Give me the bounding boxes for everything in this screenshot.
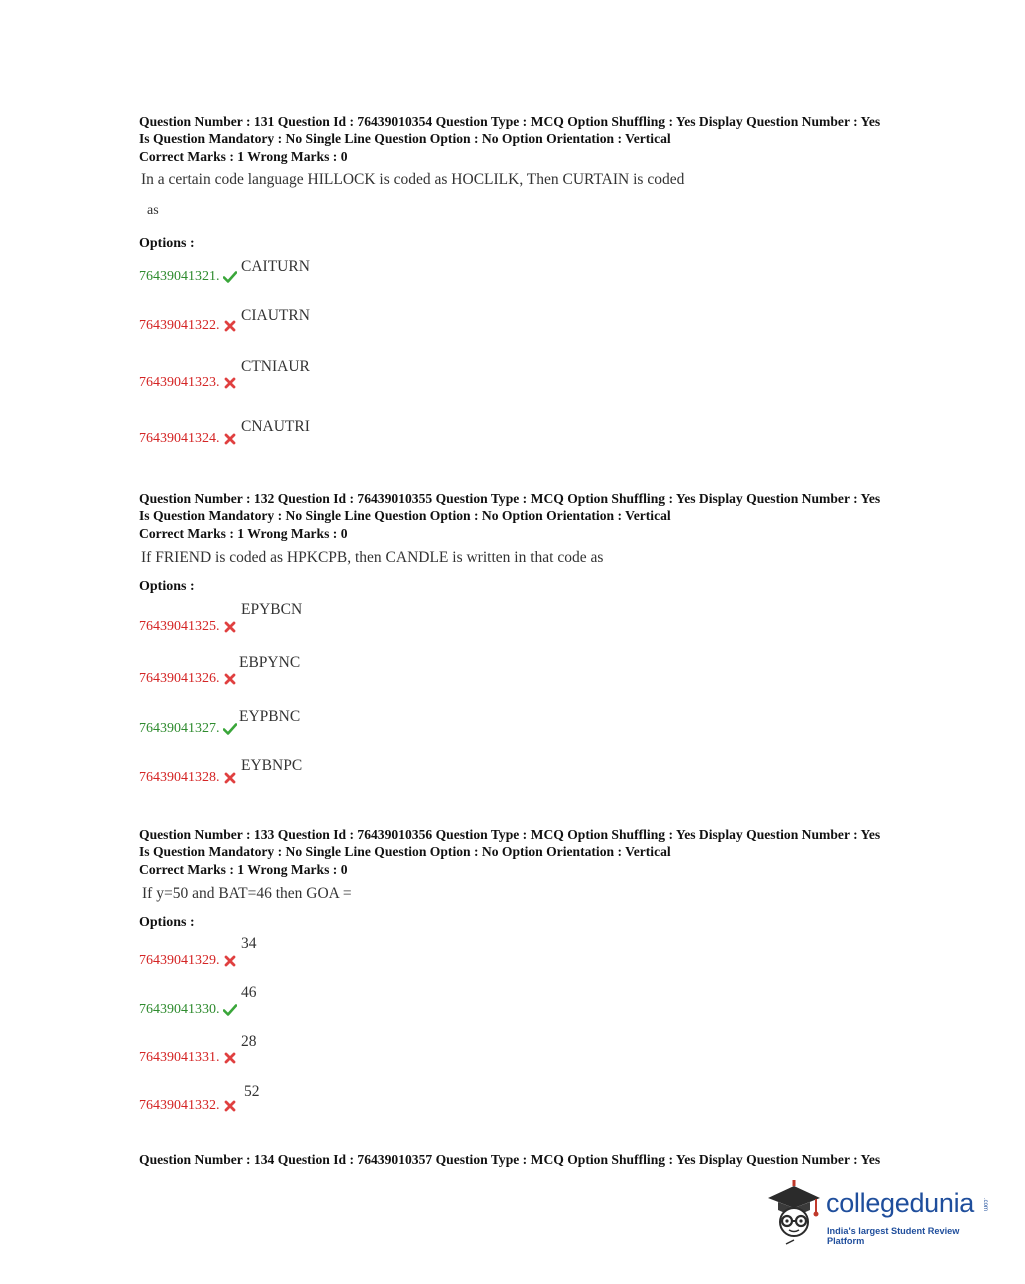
question-meta: [139, 827, 909, 879]
meta-line-1: Question Number : 131 Question Id : 76439010354 Question Type : MCQ Option Shuffling : Yes Display Question Number : Yes: [139, 114, 881, 129]
check-icon: [223, 722, 237, 736]
meta-line-1: Question Number : 134 Question Id : 76439010357 Question Type : MCQ Option Shuffling : Yes Display Question Number : Yes: [139, 1152, 881, 1167]
question-132: [139, 491, 909, 791]
option-text: EYPBNC: [239, 708, 301, 725]
meta-line-2: Is Question Mandatory : No Single Line Question Option : No Option Orientation : Vertical: [139, 843, 671, 859]
option-text: CAITURN: [241, 258, 310, 275]
option: [139, 351, 539, 391]
collegedunia-logo: [764, 1178, 994, 1252]
option: [139, 697, 539, 737]
option-id: 76439041324.: [139, 431, 220, 446]
option: [139, 294, 539, 334]
question-text-line: as: [147, 203, 159, 218]
cross-icon: [223, 1099, 237, 1113]
option: [139, 929, 539, 969]
option: [139, 245, 539, 285]
brand-domain-suffix: .com: [982, 1198, 988, 1212]
option-id: 76439041326.: [139, 671, 220, 686]
question-text-line: If FRIEND is coded as HPKCPB, then CANDLE is written in that code as: [141, 549, 604, 566]
question-text: [141, 549, 603, 567]
option: [139, 407, 539, 447]
mascot-logo-icon: [764, 1178, 824, 1248]
options-label: Options :: [139, 915, 195, 930]
option-id: 76439041330.: [139, 1002, 220, 1017]
option-id: 76439041327.: [139, 721, 220, 736]
option-text: 46: [241, 984, 257, 1001]
option: [139, 647, 539, 687]
options-label: Options :: [139, 236, 195, 251]
options-label: Options :: [139, 579, 195, 594]
meta-line-1: Question Number : 132 Question Id : 76439010355 Question Type : MCQ Option Shuffling : Yes Display Question Number : Yes: [139, 491, 881, 506]
cross-icon: [223, 432, 237, 446]
meta-line-2: Is Question Mandatory : No Single Line Question Option : No Option Orientation : Vertical: [139, 507, 671, 523]
option-text: 34: [241, 935, 257, 952]
question-meta: [139, 1152, 909, 1169]
marks-line: Correct Marks : 1 Wrong Marks : 0: [139, 149, 348, 164]
option-id: 76439041322.: [139, 318, 220, 333]
question-133: [139, 827, 909, 1117]
cross-icon: [223, 771, 237, 785]
cross-icon: [223, 672, 237, 686]
meta-line-1: Question Number : 133 Question Id : 76439010356 Question Type : MCQ Option Shuffling : Yes Display Question Number : Yes: [139, 827, 881, 842]
option-text: EBPYNC: [239, 654, 301, 671]
option-text: 52: [244, 1083, 260, 1100]
brand-tagline: India's largest Student Review Platform: [827, 1226, 960, 1246]
option-id: 76439041325.: [139, 619, 220, 634]
option-text: CTNIAUR: [241, 358, 310, 375]
brand-name: collegedunia: [826, 1188, 975, 1218]
option: [139, 1074, 539, 1114]
marks-line: Correct Marks : 1 Wrong Marks : 0: [139, 526, 348, 541]
cross-icon: [223, 319, 237, 333]
option: [139, 746, 539, 786]
option: [139, 978, 539, 1018]
question-text-line: In a certain code language HILLOCK is coded as HOCLILK, Then CURTAIN is coded: [141, 171, 685, 188]
option-text: EPYBCN: [241, 601, 303, 618]
option-id: 76439041323.: [139, 375, 220, 390]
cross-icon: [223, 376, 237, 390]
option: [139, 1026, 539, 1066]
option-id: 76439041321.: [139, 269, 220, 284]
question-text: [142, 885, 352, 903]
marks-line: Correct Marks : 1 Wrong Marks : 0: [139, 862, 348, 877]
question-text-line: If y=50 and BAT=46 then GOA =: [142, 885, 352, 902]
option-id: 76439041332.: [139, 1098, 220, 1113]
question-134: [139, 1152, 909, 1172]
option-id: 76439041331.: [139, 1050, 220, 1065]
option-text: CNAUTRI: [241, 418, 310, 435]
cross-icon: [223, 1051, 237, 1065]
option: [139, 595, 539, 635]
question-meta: [139, 491, 909, 543]
cross-icon: [223, 620, 237, 634]
question-meta: [139, 114, 909, 166]
option-text: 28: [241, 1033, 257, 1050]
option-text: CIAUTRN: [241, 307, 310, 324]
meta-line-2: Is Question Mandatory : No Single Line Question Option : No Option Orientation : Vertical: [139, 130, 671, 146]
option-id: 76439041328.: [139, 770, 220, 785]
question-131: [139, 114, 909, 454]
cross-icon: [223, 954, 237, 968]
option-text: EYBNPC: [241, 757, 303, 774]
check-icon: [223, 270, 237, 284]
option-id: 76439041329.: [139, 953, 220, 968]
question-text: [141, 171, 684, 219]
check-icon: [223, 1003, 237, 1017]
